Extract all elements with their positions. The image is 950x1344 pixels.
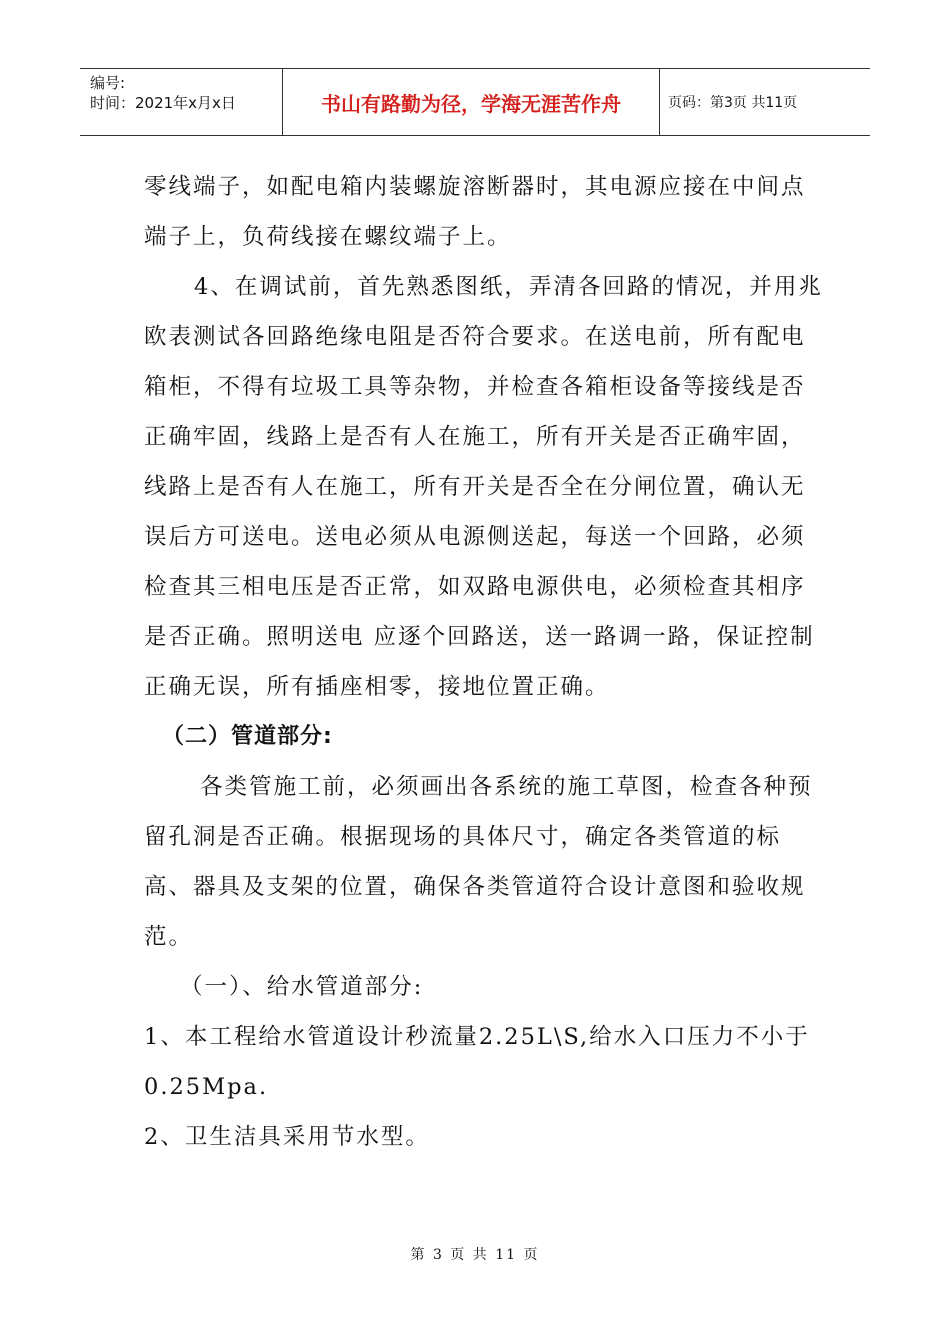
paragraph: 4、在调试前，首先熟悉图纸，弄清各回路的情况，并用兆欧表测试各回路绝缘电阻是否符合要求。在送电前，所有配电箱柜，不得有垃圾工具等杂物，并检查各箱柜设备等接线是否正确牢固，线路上是否有人在施工，所有开关是否正确牢固，线路上是否有人在施工，所有开关是否全在分闸位置，确认无误后方可送电。送电必须从电源侧送起，每送一个回路，必须检查其三相电压是否正常，如双路电源供电，必须检查其相序是否正确。照明送电 应逐个回路送，送一路调一路，保证控制正确无误，所有插座相零，接地位置正确。: [144, 274, 823, 700]
document-body: [144, 162, 824, 1162]
header-page-info: 页码：第3页 共11页: [668, 95, 798, 111]
page-header: [80, 68, 870, 136]
paragraph: 零线端子，如配电箱内装螺旋溶断器时，其电源应接在中间点端子上，负荷线接在螺纹端子上。: [144, 174, 806, 250]
header-motto: 书山有路勤为径，学海无涯苦作舟: [283, 69, 660, 135]
document-date: 时间：2021年x月x日: [90, 94, 236, 112]
sub-heading: （一）、给水管道部分:: [180, 974, 424, 1000]
section-heading: （二）管道部分:: [162, 724, 333, 749]
header-meta: [80, 69, 283, 135]
paragraph: 各类管施工前，必须画出各系统的施工草图，检查各种预留孔洞是否正确。根据现场的具体尺寸，确定各类管道的标高、器具及支架的位置，确保各类管道符合设计意图和验收规范。: [144, 774, 813, 950]
page-footer: 第 3 页 共 11 页: [410, 1247, 540, 1263]
document-number-label: 编号:: [90, 74, 126, 92]
list-item: 2、卫生洁具采用节水型。: [144, 1124, 430, 1150]
list-item: 1、本工程给水管道设计秒流量2.25L\S,给水入口压力不小于0.25Mpa.: [144, 1024, 810, 1100]
